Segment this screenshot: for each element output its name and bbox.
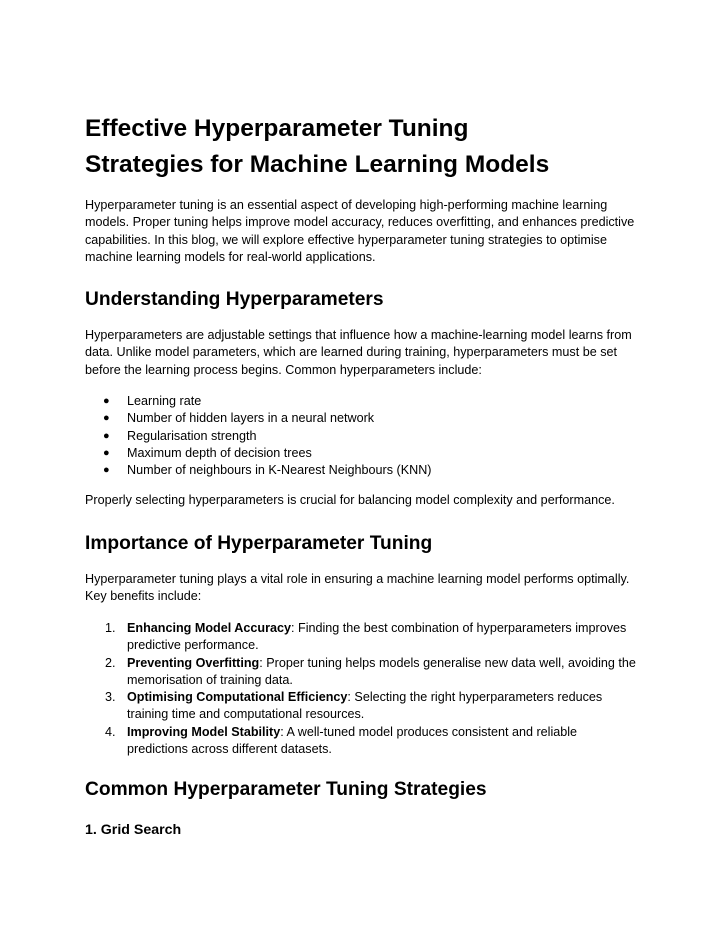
section1-closing-paragraph: Properly selecting hyperparameters is crucial for balancing model complexity and performance.	[85, 493, 615, 507]
benefit-title: Enhancing Model Accuracy	[127, 621, 291, 635]
list-item	[85, 445, 640, 462]
title-line-2: Strategies for Machine Learning Models	[85, 151, 550, 178]
list-item-text: Regularisation strength	[127, 428, 257, 443]
bullet-icon: ●	[103, 464, 110, 477]
bullet-icon: ●	[103, 429, 110, 442]
page-title	[85, 111, 645, 183]
bullet-icon: ●	[103, 412, 110, 425]
list-item	[85, 428, 640, 445]
list-item-text: Learning rate	[127, 394, 202, 408]
section-heading-importance: Importance of Hyperparameter Tuning	[85, 533, 433, 554]
list-item	[85, 655, 640, 690]
list-item	[85, 620, 640, 655]
list-item	[85, 410, 640, 427]
list-number: 2.	[105, 655, 116, 670]
list-item	[85, 724, 640, 759]
list-item	[85, 462, 640, 479]
title-line-1: Effective Hyperparameter Tuning	[85, 115, 469, 142]
hyperparameter-bullet-list	[85, 393, 640, 479]
list-item	[85, 393, 640, 410]
list-item-text: Number of hidden layers in a neural network	[127, 411, 375, 426]
benefit-text: : Finding the best combination of hyperparameters improves predictive performance.	[127, 621, 627, 653]
list-item-text: Number of neighbours in K-Nearest Neighbours (KNN)	[127, 463, 432, 478]
list-number: 3.	[105, 690, 116, 705]
benefit-text: : Proper tuning helps models generalise new data well, avoiding the memorisation of training data.	[127, 655, 636, 687]
section-heading-understanding: Understanding Hyperparameters	[85, 289, 384, 310]
benefit-text: : Selecting the right hyperparameters reduces training time and computational resources.	[127, 690, 603, 722]
benefit-title: Improving Model Stability	[127, 724, 281, 739]
section1-paragraph: Hyperparameters are adjustable settings that influence how a machine-learning model learns from data. Unlike model parameters, which are learned during training, hyperparameters must be set before the learning process begins. Common hyperparameters include:	[85, 328, 632, 377]
list-item	[85, 689, 640, 724]
subheading-grid-search: 1. Grid Search	[85, 822, 182, 838]
bullet-icon: ●	[103, 395, 110, 407]
intro-paragraph: Hyperparameter tuning is an essential aspect of developing high-performing machine learning models. Proper tuning helps improve model accuracy, reduces overfitting, and enhances predictive capabilities. In this blog, we will explore effective hyperparameter tuning strategies to optimise machine learning models for real-world applications.	[85, 198, 635, 264]
list-number: 1.	[105, 621, 116, 635]
list-number: 4.	[105, 724, 116, 739]
section-heading-strategies: Common Hyperparameter Tuning Strategies	[85, 779, 487, 800]
benefit-text: : A well-tuned model produces consistent and reliable predictions across different datasets.	[127, 724, 578, 757]
list-item-text: Maximum depth of decision trees	[127, 445, 312, 460]
section2-paragraph: Hyperparameter tuning plays a vital role in ensuring a machine learning model performs optimally. Key benefits include:	[85, 572, 630, 604]
bullet-icon: ●	[103, 446, 110, 459]
benefit-title: Optimising Computational Efficiency	[127, 690, 348, 705]
benefit-title: Preventing Overfitting	[127, 655, 260, 670]
benefits-numbered-list	[85, 620, 640, 758]
